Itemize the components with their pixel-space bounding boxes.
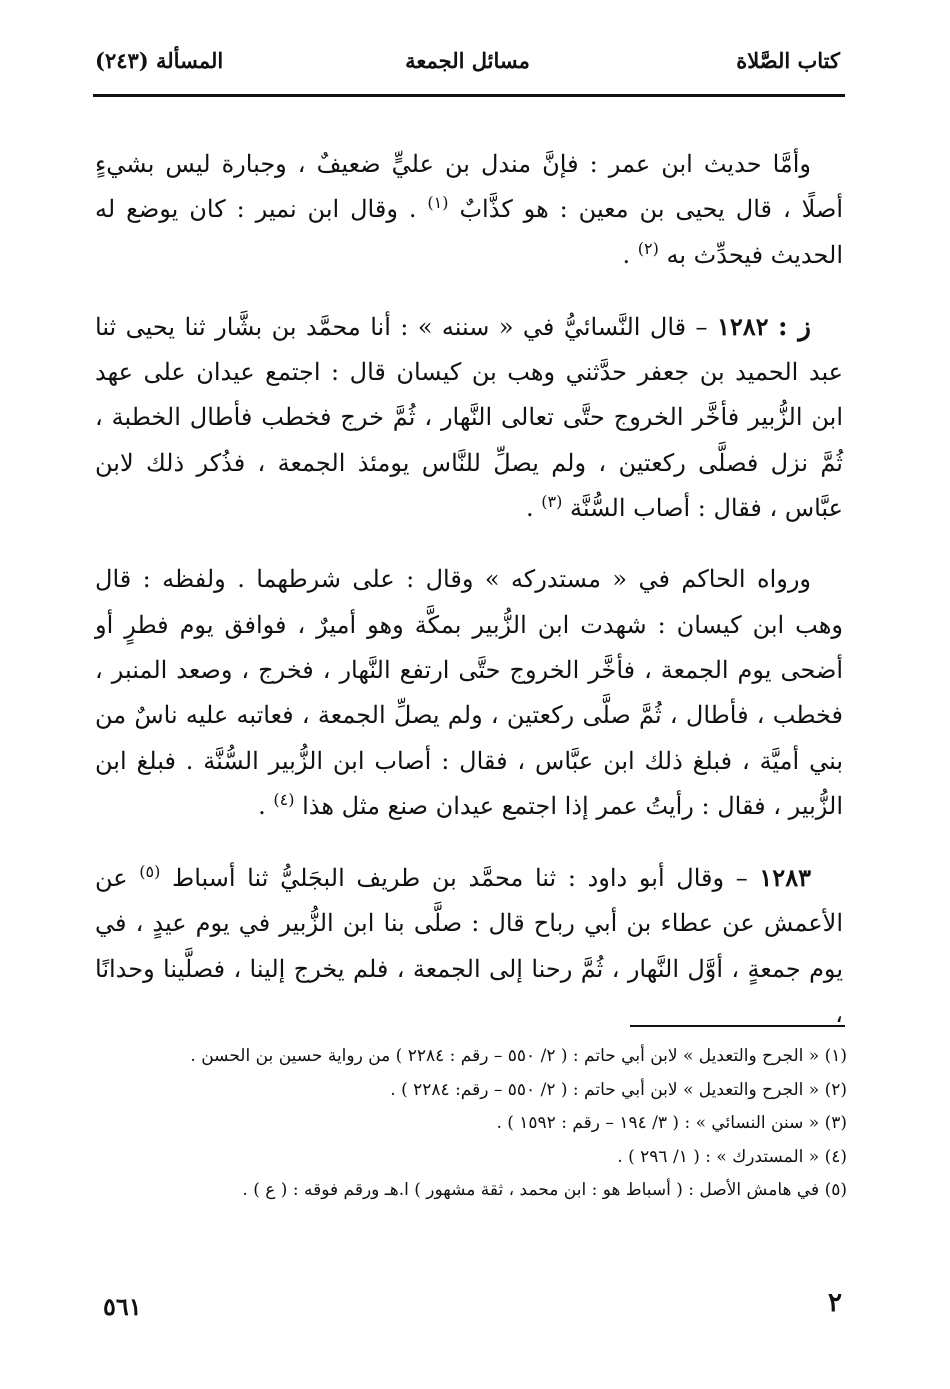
paragraph-hadith-1282 (95, 304, 843, 531)
footnote-ref: (١) (427, 193, 449, 213)
paragraph-text: ورواه الحاكم في « مستدركه » وقال : على شرطهما . ولفظه : قال وهب ابن كيسان : شهدت ابن الزُّبير بمكَّة وهو أميرٌ ، فوافق يوم فطرٍ أو أضحى يوم الجمعة ، فأخَّر الخروج حتَّى ارتفع النَّهار ، فخرج ، وصعد المنبر ، فخطب ، فأطال ، ثُمَّ صلَّى ركعتين ، ولم يصلِّ الجمعة ، فعاتبه عليه ناسٌ من بني أميَّة ، فبلغ ذلك ابن عبَّاس ، فقال : أصاب ابن الزُّبير السُّنَّة . فبلغ ابن الزُّبير ، فقال : رأيتُ عمر إذا اجتمع عيدان صنع مثل هذا (95, 565, 843, 820)
paragraph-text: . (258, 791, 266, 820)
hadith-number: ١٢٨٣ (759, 863, 811, 893)
paragraph-text: عن الأعمش عن عطاء بن أبي رباح قال : صلَّى بنا ابن الزُّبير في يوم عيدٍ ، في يوم جمعةٍ ، أوَّل النَّهار ، ثُمَّ رحنا إلى الجمعة ، فلم يخرج إلينا ، فصلَّينا وحدانًا ، (95, 864, 843, 1029)
paragraph-text: . وقال ابن نمير : كان يوضع له الحديث فيحدِّث به (95, 195, 843, 269)
paragraph-text: . (526, 494, 534, 523)
running-header (95, 44, 840, 84)
hadith-number: ١٢٨٢ (716, 311, 769, 341)
footnote-2: (٢) « الجرح والتعديل » لابن أبي حاتم : ( ٢/ ٥٥٠ – رقم: ٢٢٨٤ ) . (390, 1079, 847, 1100)
footnote-1: (١) « الجرح والتعديل » لابن أبي حاتم : ( ٢/ ٥٥٠ – رقم : ٢٢٨٤ ) من رواية حسين بن الحسن . (190, 1046, 847, 1066)
footnote-ref: (٥) (139, 862, 161, 882)
main-text (95, 142, 843, 1063)
footnote-divider (630, 1025, 845, 1027)
zawaid-mark: ز : (777, 311, 811, 342)
footnote-3: (٣) « سنن النسائي » : ( ٣/ ١٩٤ – رقم : ١٥٩٢ ) . (496, 1113, 847, 1133)
footnotes (95, 1040, 847, 1208)
volume-number: ٢ (828, 1288, 842, 1318)
paragraph-text: . (622, 240, 631, 269)
paragraph-text: – قال النَّسائيُّ في « سننه » : أنا محمَّد بن بشَّار ثنا يحيى ثنا عبد الحميد بن جعفر حدَّثني وهب بن كيسان قال : اجتمع عيدان على عهد ابن الزُّبير فأخَّر الخروج حتَّى تعالى النَّهار ، ثُمَّ خرج فخطب فأطال الخطبة ، ثُمَّ نزل فصلَّى ركعتين ، ولم يصلِّ للنَّاس يومئذ الجمعة ، فذُكر ذلك لابن عبَّاس ، فقال : أصاب السُّنَّة (95, 312, 844, 523)
paragraph-hadith-1283 (95, 855, 843, 1037)
footnote-ref: (٢) (637, 238, 659, 258)
footnote-4: (٤) « المستدرك » : ( ١/ ٢٩٦ ) . (617, 1146, 847, 1167)
footnote-ref: (٤) (273, 789, 295, 809)
header-chapter-title: مسائل الجمعة (405, 48, 530, 73)
paragraph-hakim (95, 557, 843, 829)
paragraph-text: وأمَّا حديث ابن عمر : فإنَّ مندل بن عليٍّ ضعيفٌ ، وجبارة ليس بشيءٍ أصلًا ، قال يحيى بن معين : هو كذَّابٌ (95, 150, 843, 224)
header-divider (93, 94, 845, 97)
paragraph-text: – وقال أبو داود : ثنا محمَّد بن طريف البجَليُّ ثنا أسباط (172, 864, 748, 893)
header-issue-number: المسألة (٢٤٣) (95, 48, 224, 73)
header-book-title: كتاب الصَّلاة (736, 48, 840, 73)
footnote-5: (٥) في هامش الأصل : ( أسباط هو : ابن محمد ، ثقة مشهور ) ا.هـ ورقم فوقه : ( ع ) . (242, 1180, 847, 1200)
page-number: ٥٦١ (103, 1292, 142, 1321)
paragraph-ibn-umar (95, 142, 843, 278)
footnote-ref: (٣) (541, 492, 563, 512)
